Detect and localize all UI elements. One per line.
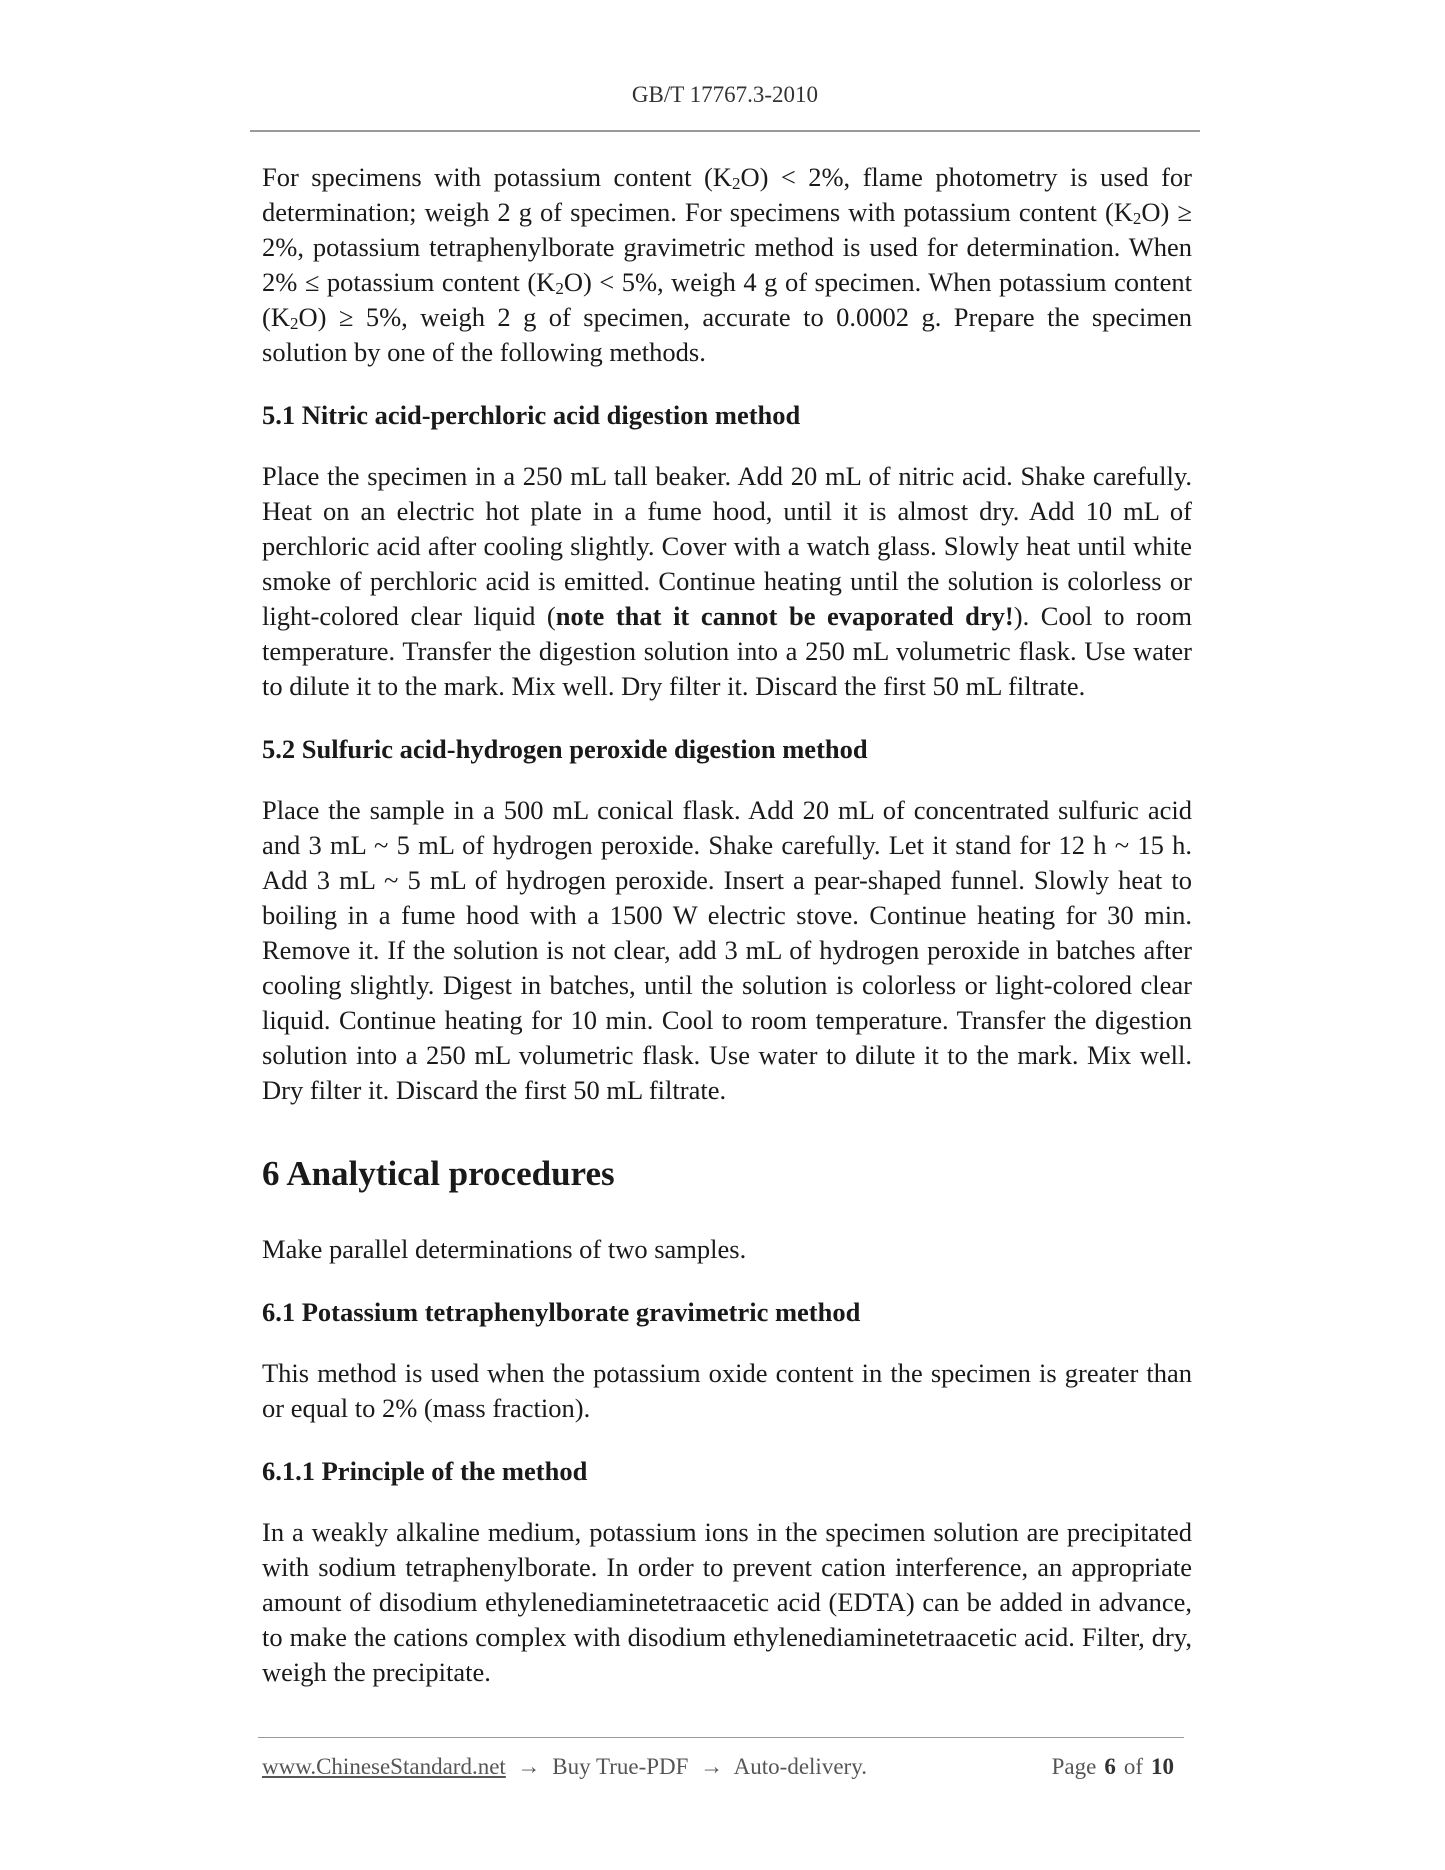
- section-6-1-paragraph: This method is used when the potassium oxide content in the specimen is greater than or equal to 2% (mass fraction).: [262, 1358, 1192, 1423]
- section-5-2-paragraph: Place the sample in a 500 mL conical flask. Add 20 mL of concentrated sulfuric acid and 3 mL ~ 5 mL of hydrogen peroxide. Shake carefully. Let it stand for 12 h ~ 15 h. Add 3 mL ~ 5 mL of hydrogen peroxide. Insert a pear-shaped funnel. Slowly heat to boiling in a fume hood with a 1500 W electric stove. Continue heating for 30 min. Remove it. If the solution is not clear, add 3 mL of hydrogen peroxide in batches after cooling slightly. Digest in batches, until the solution is colorless or light-colored clear liquid. Continue heating for 10 min. Cool to room temperature. Transfer the digestion solution into a 250 mL volumetric flask. Use water to dilute it to the mark. Mix well. Dry filter it. Discard the first 50 mL filtrate.: [262, 795, 1192, 1105]
- document-header: GB/T 17767.3-2010: [631, 82, 819, 107]
- page-footer: [262, 1754, 1182, 1780]
- footer-divider: [258, 1737, 1184, 1738]
- page-indicator: [1052, 1754, 1182, 1780]
- auto-delivery-text: Auto-delivery.: [733, 1754, 867, 1779]
- section-6-1-1-paragraph: In a weakly alkaline medium, potassium ions in the specimen solution are precipitated with sodium tetraphenylborate. In order to prevent cation interference, an appropriate amount of disodium ethylenediaminetetraacetic acid (EDTA) can be added in advance, to make the cations complex with disodium ethylenediaminetetraacetic acid. Filter, dry, weigh the precipitate.: [262, 1517, 1192, 1687]
- section-5-2-heading: 5.2 Sulfuric acid-hydrogen peroxide digestion method: [262, 734, 868, 764]
- section-6-paragraph: Make parallel determinations of two samples.: [262, 1234, 747, 1264]
- section-6-1-heading: 6.1 Potassium tetraphenylborate gravimetric method: [262, 1297, 861, 1327]
- document-body: [262, 160, 1192, 1690]
- total-pages-number: 10: [1151, 1754, 1174, 1779]
- section-6-1-1-heading: 6.1.1 Principle of the method: [262, 1456, 588, 1486]
- header-divider: [250, 130, 1200, 132]
- section-5-1-heading: 5.1 Nitric acid-perchloric acid digestion method: [262, 400, 801, 430]
- section-6-heading: 6 Analytical procedures: [262, 1154, 615, 1193]
- intro-paragraph: For specimens with potassium content $(K_2O) < 2\%$, flame photometry is used for determination; weigh 2 g of specimen. For specimens with potassium content $(K_2O) \ge 2\%$, potassium tetraphenylborate gravimetric method is used for determination. When 2% ≤ potassium content $(K_2O) < 5\%$, weigh 4 g of specimen. When potassium content $(K_2O) \ge 5\%$, weigh 2 g of specimen, accurate to 0.0002 g. Prepare the specimen solution by one of the following methods.: [262, 162, 1192, 367]
- arrow-right-icon: →: [700, 1754, 724, 1779]
- current-page-number: 6: [1104, 1754, 1116, 1779]
- page-label: Page: [1051, 1754, 1097, 1779]
- website-link[interactable]: www.ChineseStandard.net: [262, 1754, 506, 1779]
- section-5-1-paragraph: Place the specimen in a 250 mL tall beaker. Add 20 mL of nitric acid. Shake carefully. Heat on an electric hot plate in a fume hood, until it is almost dry. Add 10 mL of perchloric acid after cooling slightly. Cover with a watch glass. Slowly heat until white smoke of perchloric acid is emitted. Continue heating until the solution is colorless or light-colored clear liquid (note that it cannot be evaporated dry!). Cool to room temperature. Transfer the digestion solution into a 250 mL volumetric flask. Use water to dilute it to the mark. Mix well. Dry filter it. Discard the first 50 mL filtrate.: [262, 461, 1192, 701]
- warning-text: note that it cannot be evaporated dry!: [555, 601, 1014, 631]
- buy-true-pdf-text: Buy True-PDF: [552, 1754, 689, 1779]
- arrow-right-icon: →: [517, 1754, 541, 1779]
- of-label: of: [1123, 1754, 1143, 1779]
